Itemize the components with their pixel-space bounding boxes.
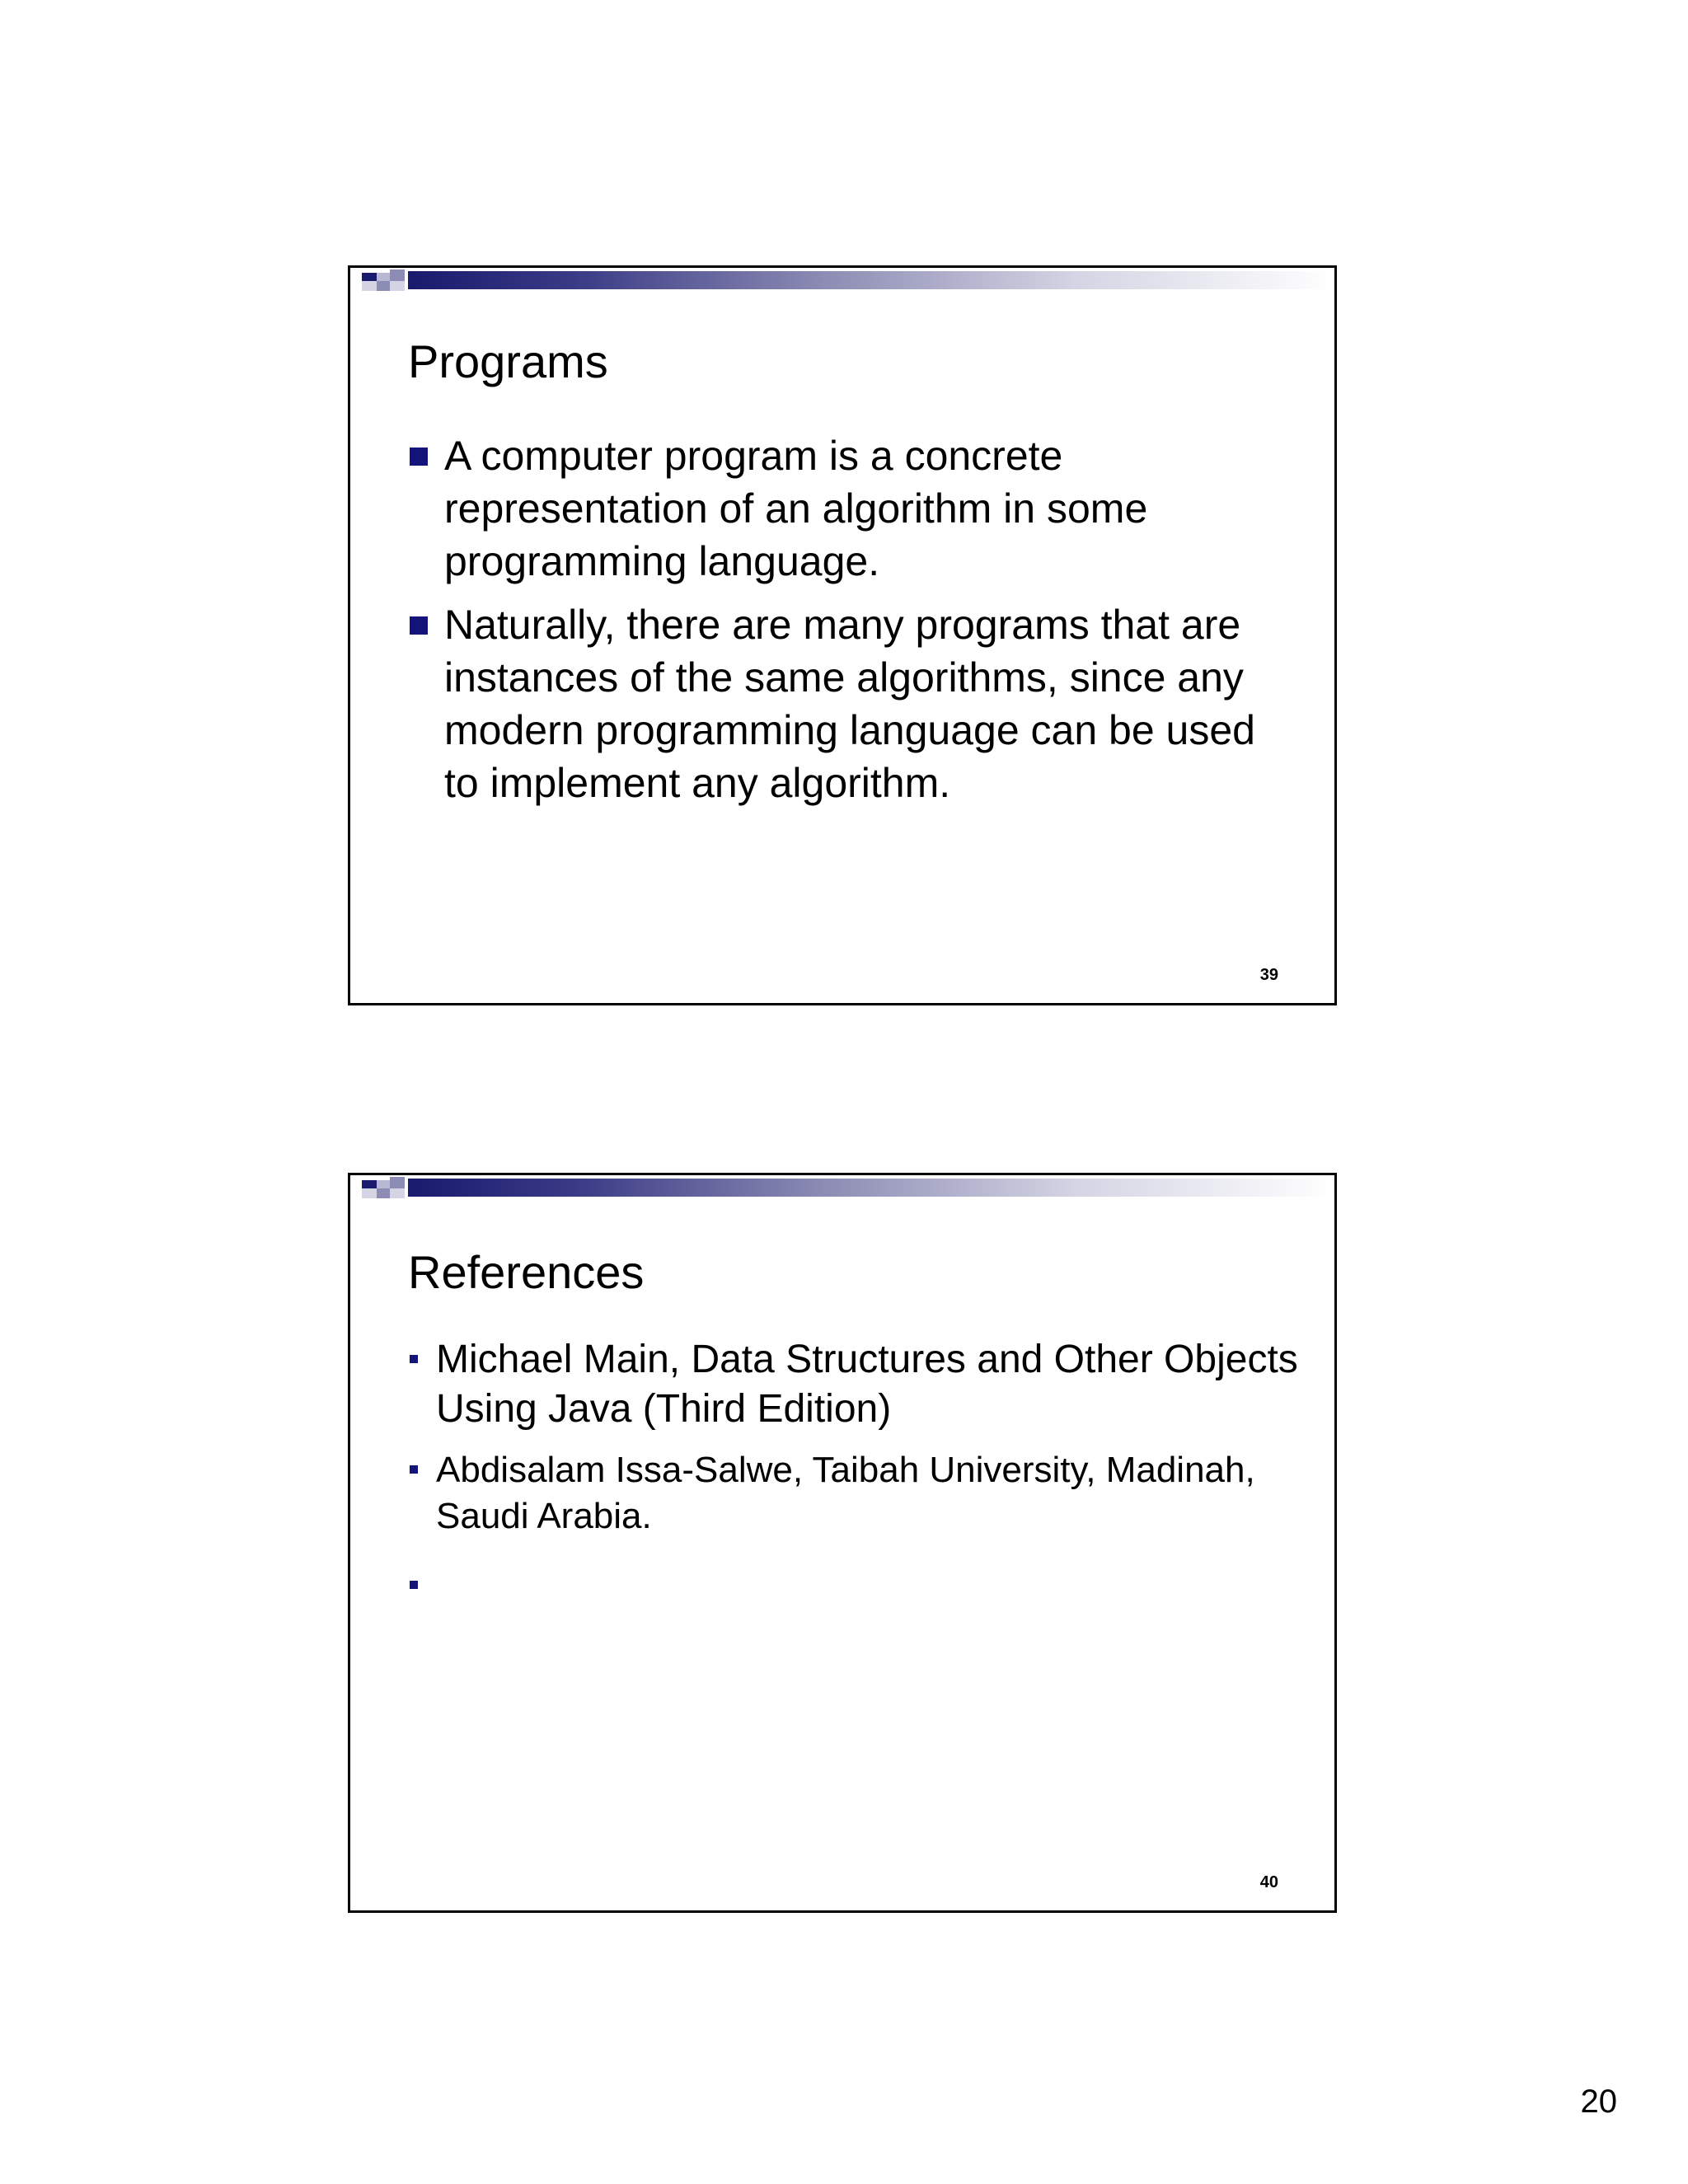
list-item xyxy=(408,598,1298,809)
bullet-text: Abdisalam Issa-Salwe, Taibah University, Madinah, Saudi Arabia. xyxy=(436,1450,1255,1536)
bullet-text: Naturally, there are many programs that are instances of the same algorithms, since any modern programming language can be used to implement any algorithm. xyxy=(444,602,1255,806)
square-bullet-icon xyxy=(410,448,428,466)
list-item xyxy=(408,1335,1298,1434)
slide-header-decoration xyxy=(350,1175,1334,1212)
slide-number: 39 xyxy=(1259,966,1278,984)
page-number: 20 xyxy=(1580,2083,1617,2120)
slide-header-decoration xyxy=(350,268,1334,304)
list-item xyxy=(408,1447,1298,1540)
bullet-text: A computer program is a concrete representation of an algorithm in some programming language. xyxy=(444,433,1148,584)
header-gradient-bar xyxy=(408,271,1334,289)
small-square-bullet-icon xyxy=(410,1465,418,1474)
bullet-list xyxy=(408,1335,1298,1632)
slide-number: 40 xyxy=(1259,1873,1278,1891)
slide-title: Programs xyxy=(408,335,608,387)
bullet-text: Michael Main, Data Structures and Other Objects Using Java (Third Edition) xyxy=(436,1338,1298,1431)
slide-programs xyxy=(348,265,1337,1005)
slide-title: References xyxy=(408,1246,645,1298)
small-square-bullet-icon xyxy=(410,1581,418,1589)
list-item xyxy=(408,429,1298,588)
bullet-list xyxy=(408,429,1298,820)
small-square-bullet-icon xyxy=(410,1355,418,1363)
list-item xyxy=(408,1563,1298,1609)
square-bullet-icon xyxy=(410,616,428,635)
header-gradient-bar xyxy=(408,1179,1334,1197)
slide-references xyxy=(348,1173,1337,1913)
